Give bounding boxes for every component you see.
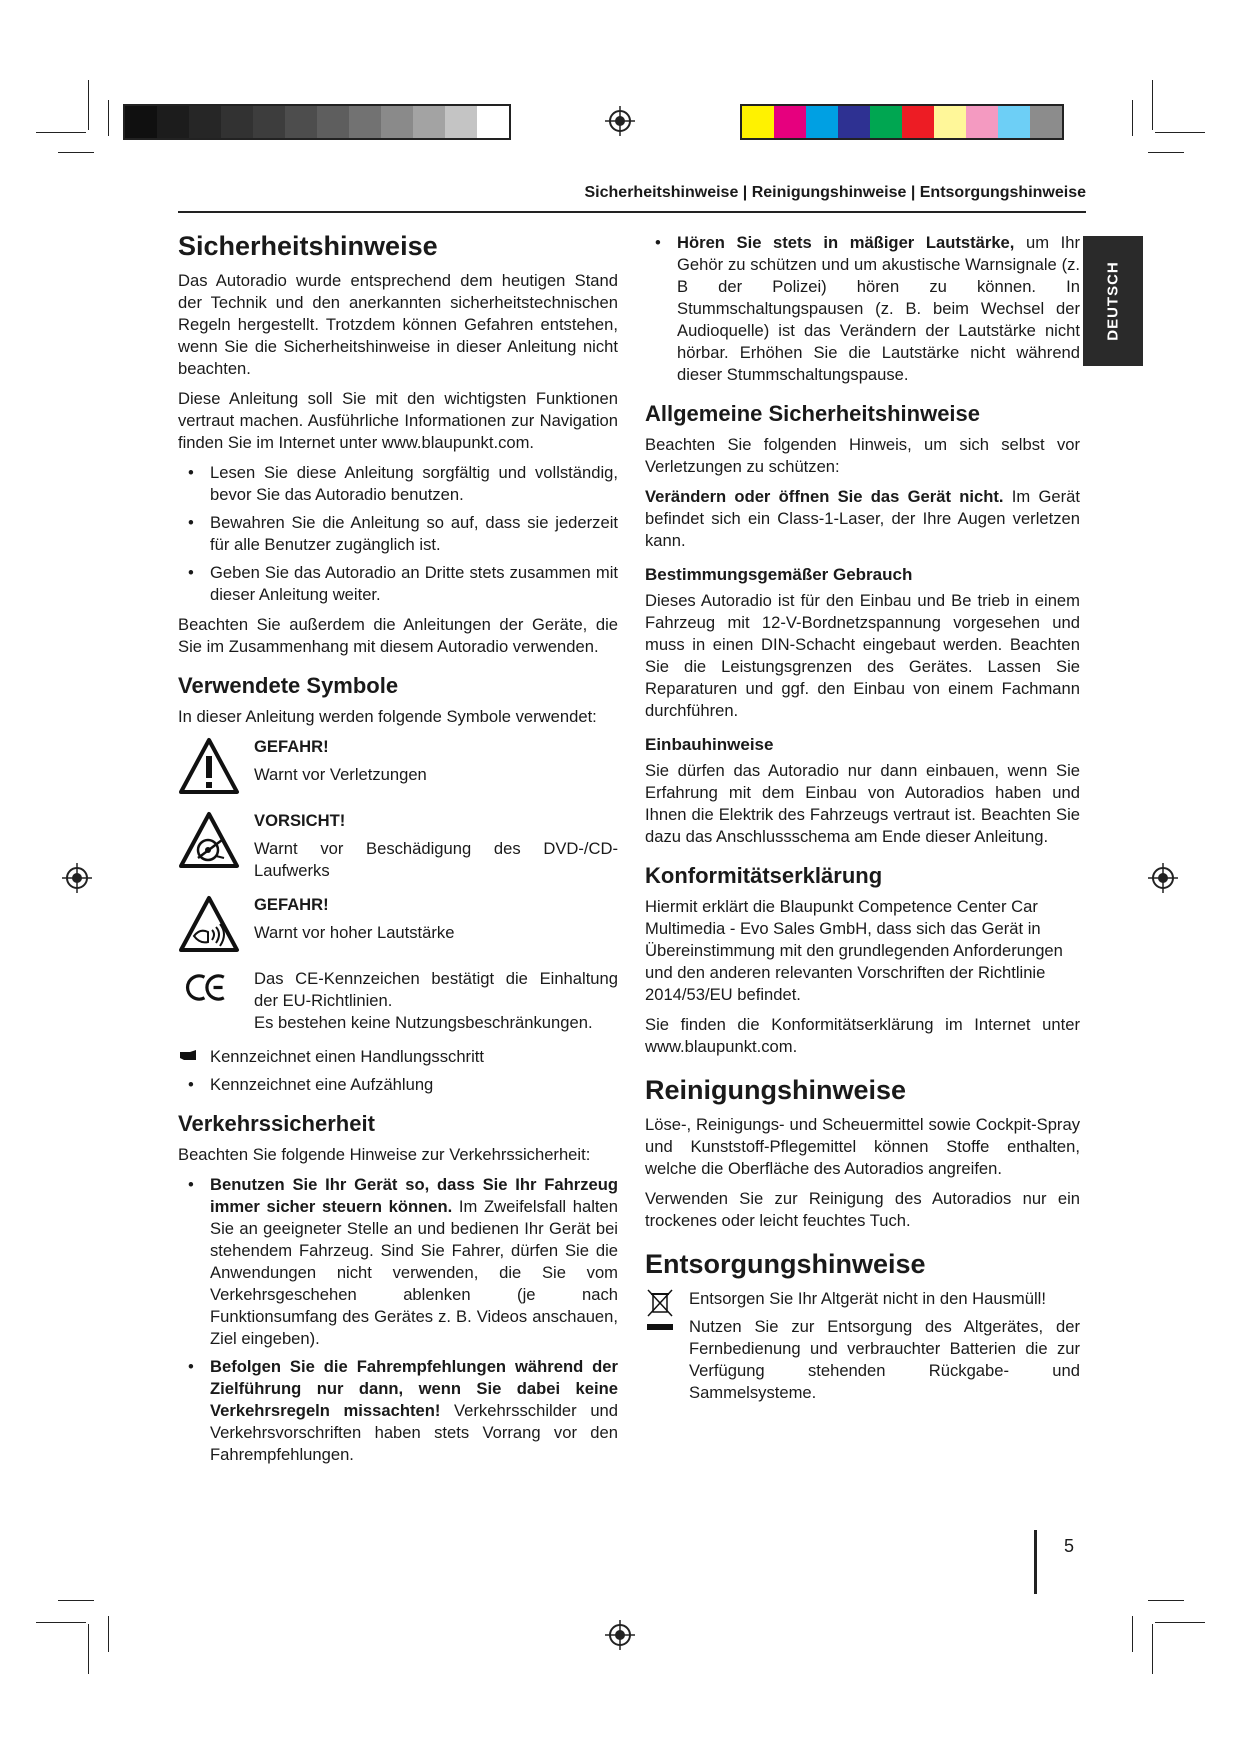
symbol-entry (178, 810, 618, 882)
symbol-title: GEFAHR! (254, 895, 329, 914)
heading-entsorgungshinweise: Entsorgungshinweise (645, 1249, 926, 1279)
symbol-entry (178, 736, 618, 798)
list-item: • Kennzeichnet eine Aufzählung (178, 1074, 618, 1096)
bullet-list (178, 1074, 618, 1096)
crop-mark (58, 1600, 94, 1601)
crop-mark (108, 100, 109, 136)
crop-mark (1152, 80, 1153, 130)
warning-triangle-icon (178, 736, 240, 798)
heading-bestimmungsgemaesser-gebrauch: Bestimmungsgemäßer Gebrauch (645, 565, 913, 584)
heading-sicherheitshinweise: Sicherheitshinweise (178, 231, 438, 261)
legend-item (178, 1046, 618, 1068)
list-item: • Geben Sie das Autoradio an Dritte stets zusammen mit dieser Anleitung weiter. (178, 562, 618, 606)
crop-mark (1132, 100, 1133, 136)
paragraph: Dieses Autoradio ist für den Einbau und Be trieb in einem Fahrzeug mit 12-V-Bordnetzspannung vorgesehen und muss in einen DIN-Schacht eingebaut werden. Beachten Sie die Leistungsgrenzen des Gerätes. Lassen Sie Reparaturen und ggf. den Einbau von einem Fachmann durchführen. (645, 591, 1080, 720)
list-item-text: um Ihr Gehör zu schützen und um akustische Warnsignale (z. B der Polizei) hören zu können. In Stummschaltungspausen (z. B. beim Wechsel der Audioquelle) ist das Verändern der Lautstärke nicht hörbar. Erhöhen Sie die Lautstärke nicht während dieser Stummschaltungspause. (677, 233, 1080, 384)
symbol-entry (178, 894, 618, 956)
symbol-title: GEFAHR! (254, 737, 329, 756)
color-swatch (317, 106, 349, 138)
crop-mark (88, 1624, 89, 1674)
heading-allgemeine-sicherheitshinweise: Allgemeine Sicherheitshinweise (645, 401, 981, 426)
color-swatch (477, 106, 509, 138)
crop-mark (1132, 1616, 1133, 1652)
running-header: Sicherheitshinweise | Reinigungshinweise | Entsorgungshinweise (584, 184, 1086, 201)
bold-text: Befolgen Sie die Fahrempfehlungen während der Zielführung nur dann, wenn Sie dabei keine Verkehrsregeln missachten! (210, 1357, 618, 1420)
heading-reinigungshinweise: Reinigungshinweise (645, 1075, 907, 1105)
color-swatch (806, 106, 838, 138)
crop-mark (1148, 1600, 1184, 1601)
crop-mark (1155, 132, 1205, 133)
heading-konformitaetserklaerung: Konformitätserklärung (645, 863, 883, 888)
color-swatch (1030, 106, 1062, 138)
pointing-hand-icon (178, 1048, 198, 1062)
color-swatch (934, 106, 966, 138)
paragraph: Diese Anleitung soll Sie mit den wichtigsten Funktionen vertraut machen. Ausführliche Informationen zur Navigation finden Sie im Internet unter www.blaupunkt.com. (178, 389, 618, 452)
color-swatch (381, 106, 413, 138)
symbol-description: Warnt vor Beschädigung des DVD-/CD-Laufwerks (254, 839, 618, 880)
bullet-list (645, 232, 1080, 386)
color-swatch (157, 106, 189, 138)
color-swatch (774, 106, 806, 138)
color-calibration-bar (740, 104, 1064, 140)
disposal-entry (645, 1288, 1080, 1404)
paragraph: In dieser Anleitung werden folgende Symbole verwendet: (178, 707, 597, 726)
color-swatch (838, 106, 870, 138)
color-swatch (966, 106, 998, 138)
crossed-out-bin-icon (645, 1288, 675, 1332)
paragraph: Verwenden Sie zur Reinigung des Autoradios nur ein trockenes oder leicht feuchtes Tuch. (645, 1189, 1080, 1230)
bullet-list (178, 462, 618, 606)
color-swatch (221, 106, 253, 138)
paragraph: Beachten Sie folgenden Hinweis, um sich selbst vor Verletzungen zu schützen: (645, 435, 1080, 476)
color-swatch (285, 106, 317, 138)
laser-disc-warning-icon (178, 810, 240, 872)
color-swatch (870, 106, 902, 138)
crop-mark (58, 152, 94, 153)
symbol-description: Warnt vor hoher Lautstärke (254, 923, 455, 942)
list-item: • Bewahren Sie die Anleitung so auf, dass sie jederzeit für alle Benutzer zugänglich ist. (178, 512, 618, 556)
paragraph: Löse-, Reinigungs- und Scheuermittel sowie Cockpit-Spray und Kunststoff-Pflegemittel können Stoffe enthalten, welche die Oberfläche des Autoradios angreifen. (645, 1115, 1080, 1178)
crop-mark (108, 1616, 109, 1652)
list-item-text: Im Zweifelsfall halten Sie an geeigneter Stelle an und bedienen Ihr Gerät bei stehendem Fahrzeug. Sind Sie Fahrer, dürfen Sie die Anwendungen nicht verwenden, die Sie vom Verkehrsgeschehen ablenken (je nach Funktionsumfang des Gerätes z. B. Videos anschauen, Ziel eingeben). (210, 1197, 618, 1348)
bold-text: Verändern oder öffnen Sie das Gerät nicht. (645, 487, 1004, 506)
registration-mark-icon (605, 106, 635, 136)
right-column (645, 232, 1080, 1410)
crop-mark (1155, 1622, 1205, 1623)
heading-verkehrssicherheit: Verkehrssicherheit (178, 1111, 375, 1136)
symbol-description: Warnt vor Verletzungen (254, 765, 427, 784)
crop-mark (88, 80, 89, 130)
language-tab (1083, 236, 1143, 366)
paragraph: Beachten Sie außerdem die Anleitungen der Geräte, die Sie im Zusammenhang mit diesem Autoradio verwenden. (178, 615, 618, 656)
header-rule (178, 211, 1086, 213)
color-swatch (413, 106, 445, 138)
color-swatch (998, 106, 1030, 138)
list-item: • Lesen Sie diese Anleitung sorgfältig und vollständig, bevor Sie das Autoradio benutzen. (178, 462, 618, 506)
heading-verwendete-symbole: Verwendete Symbole (178, 673, 399, 698)
paragraph-text: Im Gerät befindet sich ein Class-1-Laser, der Ihre Augen verletzen kann. (645, 487, 1080, 550)
crop-mark (36, 132, 86, 133)
color-swatch (902, 106, 934, 138)
color-swatch (125, 106, 157, 138)
page-number-rule (1034, 1530, 1037, 1594)
color-swatch (349, 106, 381, 138)
crop-mark (36, 1622, 86, 1623)
legend-text: Kennzeichnet einen Handlungsschritt (210, 1047, 484, 1066)
crop-mark (1152, 1624, 1153, 1674)
bold-text: Benutzen Sie Ihr Gerät so, dass Sie Ihr Fahrzeug immer sicher steuern können. (210, 1175, 618, 1216)
list-item (178, 1356, 618, 1466)
paragraph: Sie finden die Konformitätserklärung im Internet unter www.blaupunkt.com. (645, 1015, 1080, 1056)
ce-mark-icon (178, 972, 240, 1012)
list-item (178, 1174, 618, 1350)
symbol-title: VORSICHT! (254, 811, 346, 830)
paragraph: Sie dürfen das Autoradio nur dann einbauen, wenn Sie Erfahrung mit dem Einbau von Autoradios haben und Ihnen die Elektrik des Fahrzeugs vertraut ist. Beachten Sie dazu das Anschlussschema am Ende dieser Anleitung. (645, 761, 1080, 846)
paragraph: Beachten Sie folgende Hinweise zur Verkehrssicherheit: (178, 1145, 591, 1164)
loud-volume-warning-icon (178, 894, 240, 956)
paragraph: Hiermit erklärt die Blaupunkt Competence Center Car Multimedia - Evo Sales GmbH, dass sich das Gerät in Übereinstimmung mit den grundlegenden Anforderungen und den anderen relevanten Vorschriften der Richtlinie 2014/53/EU befindet. (645, 897, 1063, 1004)
color-swatch (253, 106, 285, 138)
bullet-list (178, 1174, 618, 1466)
page-number: 5 (1064, 1536, 1075, 1556)
bold-text: Hören Sie stets in mäßiger Lautstärke, (677, 233, 1015, 252)
color-swatch (742, 106, 774, 138)
paragraph (645, 486, 1080, 552)
list-item-text: Verkehrsschilder und Verkehrsvorschriften haben stets Vorrang vor den Fahrempfehlungen. (210, 1401, 619, 1464)
ce-description: Das CE-Kennzeichen bestätigt die Einhaltung der EU-Richtlinien. (254, 969, 618, 1010)
registration-mark-icon (605, 1620, 635, 1650)
crop-mark (1148, 152, 1184, 153)
registration-mark-icon (1148, 863, 1178, 893)
language-tab-label: DEUTSCH (1104, 261, 1122, 341)
registration-mark-icon (62, 863, 92, 893)
heading-einbauhinweise: Einbauhinweise (645, 735, 774, 754)
color-swatch (189, 106, 221, 138)
disposal-text: Entsorgen Sie Ihr Altgerät nicht in den Hausmüll! (689, 1289, 1046, 1308)
color-swatch (445, 106, 477, 138)
list-item (645, 232, 1080, 386)
disposal-text: Nutzen Sie zur Entsorgung des Altgerätes, der Fernbedienung und verbrauchter Batterien die zur Verfügung stehenden Rückgabe- und Sammelsysteme. (689, 1317, 1080, 1402)
grayscale-color-bar (123, 104, 511, 140)
paragraph: Das Autoradio wurde entsprechend dem heutigen Stand der Technik und den anerkannten sicherheitstechnischen Regeln hergestellt. Trotzdem können Gefahren entstehen, wenn Sie die Sicherheitshinweise in dieser Anleitung nicht beachten. (178, 271, 618, 378)
left-column (178, 226, 618, 1474)
ce-description: Es bestehen keine Nutzungsbeschränkungen. (254, 1013, 593, 1032)
symbol-entry (178, 968, 618, 1034)
